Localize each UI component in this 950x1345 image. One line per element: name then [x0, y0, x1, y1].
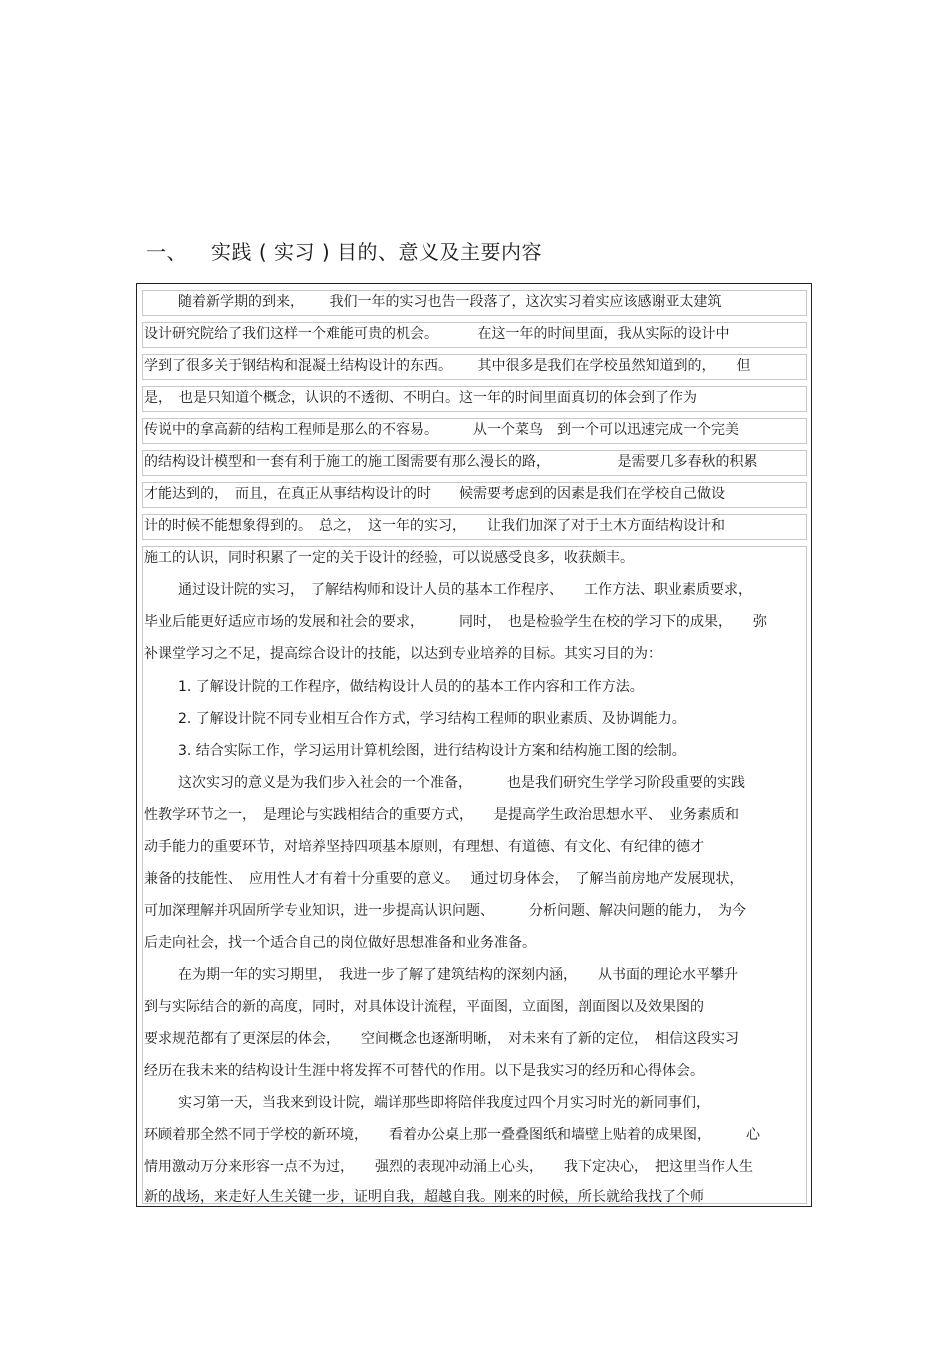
- text-line: 随着新学期的到来， 我们一年的实习也告一段落了，这次实习着实应该感谢亚太建筑: [178, 294, 722, 310]
- text-line: 可加深理解并巩固所学专业知识，进一步提高认识问题、 分析问题、解决问题的能力， 为今: [144, 903, 746, 919]
- text-line: 在为期一年的实习期里， 我进一步了解了建筑结构的深刻内涵， 从书面的理论水平攀升: [178, 967, 738, 983]
- text-line: 要求规范都有了更深层的体会， 空间概念也逐渐明晰， 对未来有了新的定位， 相信这段实习: [144, 1031, 739, 1047]
- text-line: 情用激动万分来形容一点不为过， 强烈的表现冲动涌上心头， 我下定决心， 把这里当作人生: [144, 1159, 753, 1175]
- text-line: 传说中的拿高薪的结构工程师是那么的不容易。 从一个菜鸟 到一个可以迅速完成一个完美: [144, 422, 739, 438]
- text-line: 计的时候不能想象得到的。 总之， 这一年的实习， 让我们加深了对于土木方面结构设计和: [144, 518, 725, 534]
- text-line: 补课堂学习之不足，提高综合设计的技能，以达到专业培养的目标。其实习目的为：: [144, 646, 662, 662]
- text-line: 后走向社会，找一个适合自己的岗位做好思想准备和业务准备。: [144, 935, 536, 951]
- text-line: 2. 了解设计院不同专业相互合作方式，学习结构工程师的职业素质、及协调能力。: [178, 711, 686, 727]
- text-line: 动手能力的重要环节，对培养坚持四项基本原则，有理想、有道德、有文化、有纪律的德才: [144, 839, 704, 855]
- text-line: 设计研究院给了我们这样一个难能可贵的机会。 在这一年的时间里面，我从实际的设计中: [144, 326, 730, 342]
- text-line: 经历在我未来的结构设计生涯中将发挥不可替代的作用。以下是我实习的经历和心得体会。: [144, 1063, 704, 1079]
- text-line: 通过设计院的实习， 了解结构师和设计人员的基本工作程序、 工作方法、职业素质要求，: [178, 582, 752, 598]
- text-line: 才能达到的， 而且，在真正从事结构设计的时 候需要考虑到的因素是我们在学校自己做设: [144, 486, 725, 502]
- text-line: 3. 结合实际工作，学习运用计算机绘图，进行结构设计方案和结构施工图的绘制。: [178, 743, 686, 759]
- text-line: 到与实际结合的新的高度，同时，对具体设计流程，平面图，立面图，剖面图以及效果图的: [144, 999, 704, 1015]
- text-line: 环顾着那全然不同于学校的新环境， 看着办公桌上那一叠叠图纸和墙壁上贴着的成果图， 心: [144, 1127, 760, 1143]
- section-heading: [146, 236, 542, 265]
- section-number: 一、: [146, 240, 187, 264]
- text-line: 施工的认识，同时积累了一定的关于设计的经验，可以说感受良多，收获颇丰。: [144, 550, 634, 566]
- text-line: 性教学环节之一， 是理论与实践相结合的重要方式， 是提高学生政治思想水平、 业务素质和: [144, 807, 739, 823]
- text-line: 实习第一天，当我来到设计院，端详那些即将陪伴我度过四个月实习时光的新同事们，: [178, 1095, 710, 1111]
- text-line: 的结构设计模型和一套有利于施工的施工图需要有那么漫长的路， 是需要几多春秋的积累: [144, 454, 758, 470]
- text-line: 这次实习的意义是为我们步入社会的一个准备， 也是我们研究生学学习阶段重要的实践: [178, 775, 745, 791]
- section-title: 实践 ( 实习 ) 目的、意义及主要内容: [211, 240, 543, 264]
- text-line: 学到了很多关于钢结构和混凝土结构设计的东西。 其中很多是我们在学校虽然知道到的， 但: [144, 358, 751, 374]
- text-line: 兼备的技能性、 应用性人才有着十分重要的意义。 通过切身体会， 了解当前房地产发展现状，: [144, 871, 744, 887]
- text-line: 毕业后能更好适应市场的发展和社会的要求， 同时， 也是检验学生在校的学习下的成果， 弥: [144, 614, 767, 630]
- text-line: 1. 了解设计院的工作程序，做结构设计人员的的基本工作内容和工作方法。: [178, 679, 644, 695]
- text-line: 新的战场，来走好人生关键一步，证明自我，超越自我。刚来的时候，所长就给我找了个师: [144, 1189, 704, 1205]
- text-line: 是， 也是只知道个概念，认识的不透彻、不明白。这一年的时间里面真切的体会到了作为: [144, 390, 697, 406]
